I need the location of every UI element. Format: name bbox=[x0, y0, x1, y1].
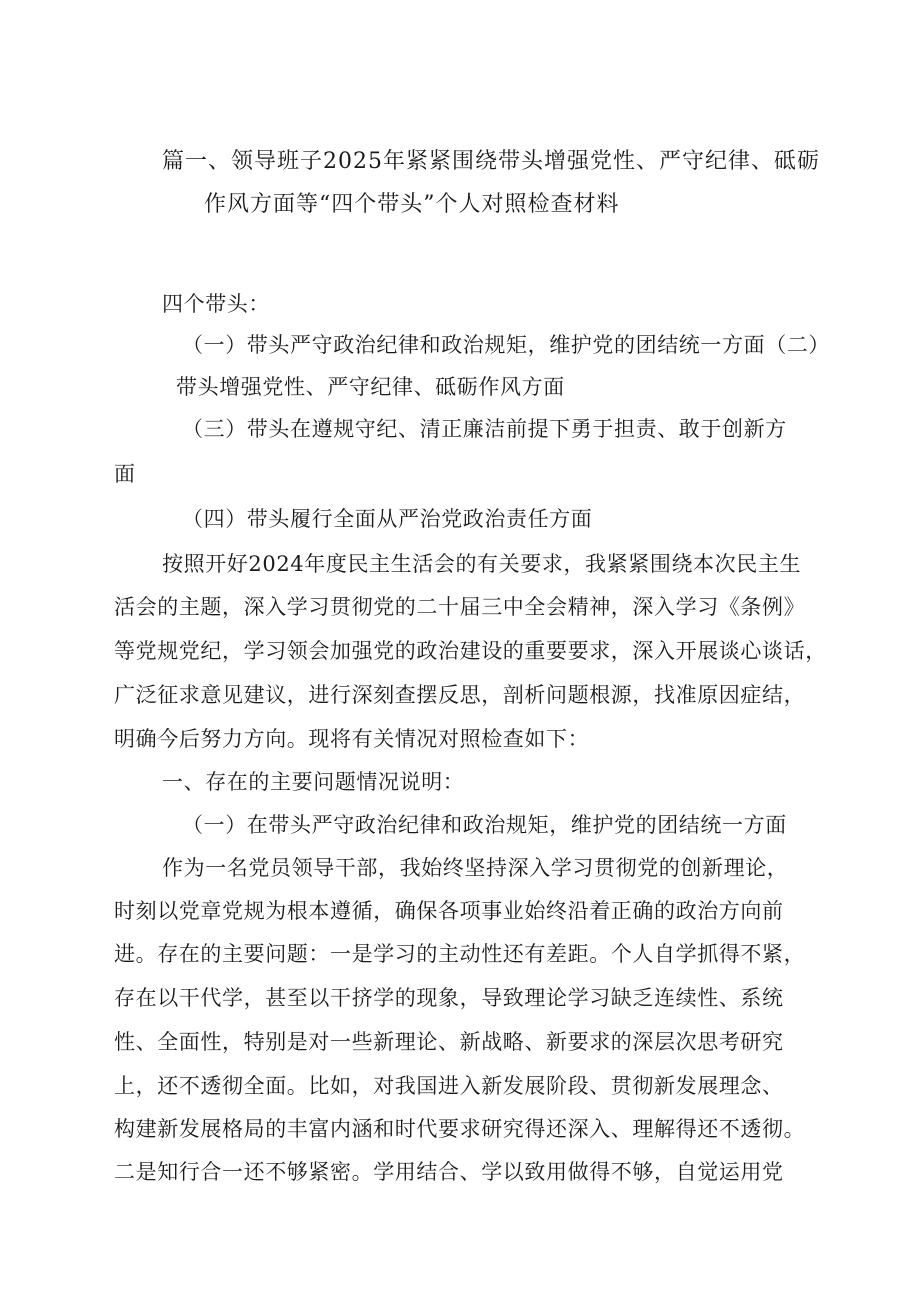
text-line: （四）带头履行全面从严治党政治责任方面 bbox=[182, 507, 593, 531]
text-line: 性、全面性，特别是对一些新理论、新战略、新要求的深层次思考研究 bbox=[114, 1030, 784, 1054]
document-title-line-2: 作风方面等“四个带头”个人对照检查材料 bbox=[204, 192, 620, 217]
text-line: 面 bbox=[114, 462, 136, 486]
text-line: 存在以干代学，甚至以干挤学的现象，导致理论学习缺乏连续性、系统 bbox=[114, 986, 784, 1010]
text-line: （三）带头在遵规守纪、清正廉洁前提下勇于担责、敢于创新方 bbox=[182, 417, 787, 441]
text-line: 按照开好2024年度民主生活会的有关要求，我紧紧围绕本次民主生 bbox=[162, 552, 802, 576]
text-line: 上，还不透彻全面。比如，对我国进入新发展阶段、贯彻新发展理念、 bbox=[114, 1074, 784, 1098]
text-line: 四个带头： bbox=[162, 292, 270, 316]
document-title-line-1: 篇一、领导班子2025年紧紧围绕带头增强党性、严守纪律、砥砺 bbox=[162, 149, 820, 174]
text-line: （一）带头严守政治纪律和政治规矩，维护党的团结统一方面（二） bbox=[182, 333, 830, 357]
text-line: 进。存在的主要问题：一是学习的主动性还有差距。个人自学抓得不紧， bbox=[114, 942, 806, 966]
text-line: 等党规党纪，学习领会加强党的政治建设的重要要求，深入开展谈心谈话， bbox=[114, 639, 827, 663]
text-line: 明确今后努力方向。现将有关情况对照检查如下： bbox=[114, 727, 590, 751]
text-line: 带头增强党性、严守纪律、砥砺作风方面 bbox=[176, 375, 565, 399]
subsection-heading: （一）在带头严守政治纪律和政治规矩，维护党的团结统一方面 bbox=[182, 813, 787, 837]
text-line: 时刻以党章党规为根本遵循，确保各项事业始终沿着正确的政治方向前 bbox=[114, 899, 784, 923]
text-line: 活会的主题，深入学习贯彻党的二十届三中全会精神，深入学习《条例》 bbox=[114, 595, 806, 619]
text-line: 构建新发展格局的丰富内涵和时代要求研究得还深入、理解得还不透彻。 bbox=[114, 1117, 806, 1141]
text-line: 广泛征求意见建议，进行深刻查摆反思，剖析问题根源，找准原因症结， bbox=[114, 683, 806, 707]
section-heading: 一、存在的主要问题情况说明： bbox=[162, 770, 465, 794]
text-line: 作为一名党员领导干部，我始终坚持深入学习贯彻党的创新理论， bbox=[162, 856, 789, 880]
text-line: 二是知行合一还不够紧密。学用结合、学以致用做得不够，自觉运用党 bbox=[114, 1160, 784, 1184]
